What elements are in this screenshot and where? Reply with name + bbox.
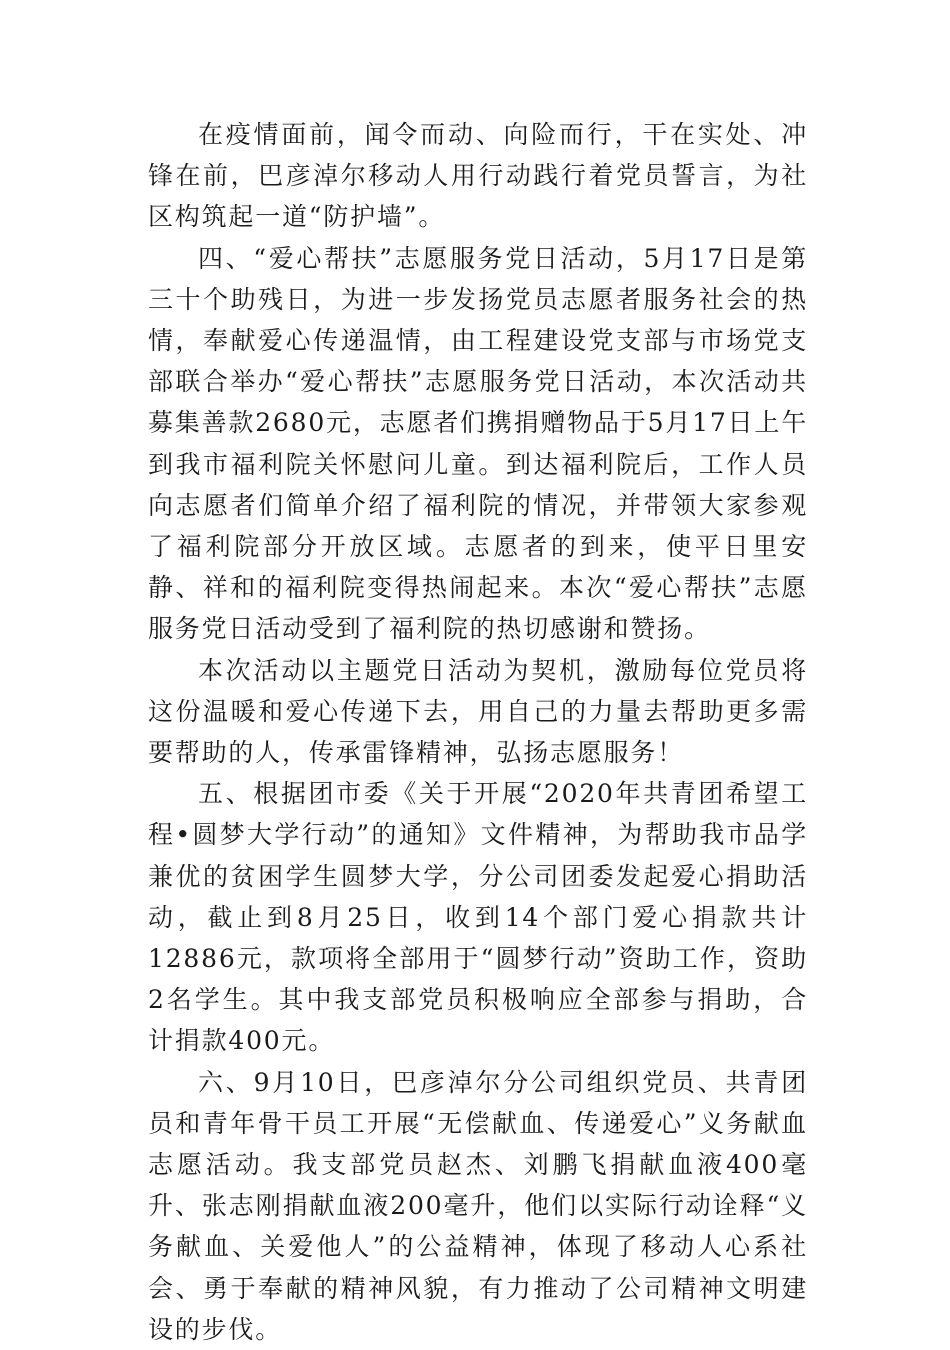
paragraph-item-six: 六、9月10日，巴彦淖尔分公司组织党员、共青团员和青年骨干员工开展“无偿献血、传递爱心”义务献血志愿活动。我支部党员赵杰、刘鹏飞捐献血液400毫升、张志刚捐献血液200毫升，他们以实际行动诠释“义务献血、关爱他人”的公益精神，体现了移动人心系社会、勇于奉献的精神风貌，有力推动了公司精神文明建设的步伐。	[148, 1067, 808, 1344]
paragraph-item-four: 四、“爱心帮扶”志愿服务党日活动，5月17日是第三十个助残日，为进一步发扬党员志愿者服务社会的热情，奉献爱心传递温情，由工程建设党支部与市场党支部联合举办“爱心帮扶”志愿服务党日活动，本次活动共募集善款2680元，志愿者们携捐赠物品于5月17日上午到我市福利院关怀慰问儿童。到达福利院后，工作人员向志愿者们简单介绍了福利院的情况，并带领大家参观了福利院部分开放区域。志愿者的到来，使平日里安静、祥和的福利院变得热闹起来。本次“爱心帮扶”志愿服务党日活动受到了福利院的热切感谢和赞扬。	[148, 243, 808, 644]
paragraph-epidemic: 在疫情面前，闻令而动、向险而行，干在实处、冲锋在前，巴彦淖尔移动人用行动践行着党员誓言，为社区构筑起一道“防护墙”。	[148, 120, 808, 232]
paragraph-activity-summary: 本次活动以主题党日活动为契机，激励每位党员将这份温暖和爱心传递下去，用自己的力量去帮助更多需要帮助的人，传承雷锋精神，弘扬志愿服务！	[148, 655, 808, 768]
document-body	[148, 114, 808, 1350]
paragraph-item-five: 五、根据团市委《关于开展“2020年共青团希望工程•圆梦大学行动”的通知》文件精神，为帮助我市品学兼优的贫困学生圆梦大学，分公司团委发起爱心捐助活动，截止到8月25日，收到14个部门爱心捐款共计12886元，款项将全部用于“圆梦行动”资助工作，资助2名学生。其中我支部党员积极响应全部参与捐助，合计捐款400元。	[148, 779, 808, 1056]
